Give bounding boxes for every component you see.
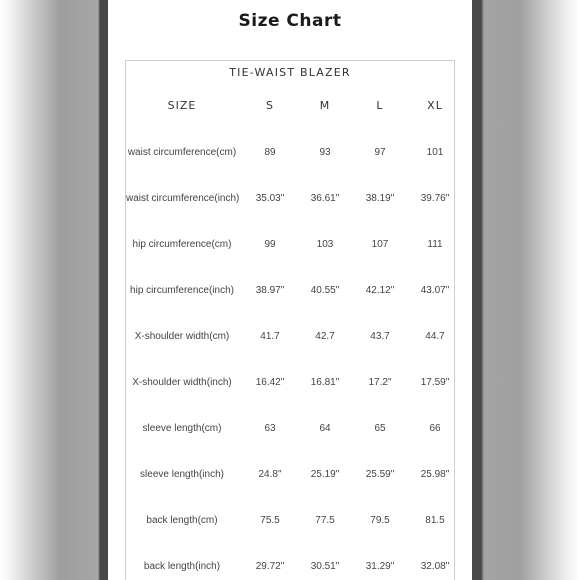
row-label: X-shoulder width(cm) — [134, 331, 230, 342]
header-size-l: L — [376, 99, 384, 112]
value-l: 97 — [374, 147, 386, 158]
value-s: 24.8" — [258, 469, 282, 480]
table-row — [126, 419, 454, 439]
table-row — [126, 189, 454, 209]
value-m: 25.19" — [310, 469, 340, 480]
value-xl: 25.98" — [420, 469, 450, 480]
value-m: 64 — [319, 423, 331, 434]
table-row — [126, 281, 454, 301]
value-xl: 39.76" — [420, 193, 450, 204]
value-s: 63 — [264, 423, 276, 434]
value-m: 30.51" — [310, 561, 340, 572]
row-label: sleeve length(inch) — [140, 469, 224, 480]
header-size-label: SIZE — [167, 99, 197, 112]
value-xl: 66 — [429, 423, 441, 434]
table-row — [126, 511, 454, 531]
value-m: 16.81" — [310, 377, 340, 388]
value-l: 79.5 — [370, 515, 390, 526]
table-row — [126, 235, 454, 255]
table-row — [126, 373, 454, 393]
row-label: waist circumference(cm) — [127, 147, 237, 158]
value-l: 38.19" — [365, 193, 395, 204]
value-l: 65 — [374, 423, 386, 434]
value-s: 29.72" — [255, 561, 285, 572]
size-table — [125, 60, 455, 580]
value-l: 42.12" — [365, 285, 395, 296]
value-s: 16.42" — [255, 377, 285, 388]
value-xl: 81.5 — [425, 515, 445, 526]
value-s: 38.97" — [255, 285, 285, 296]
value-s: 35.03" — [255, 193, 285, 204]
row-label: back length(cm) — [146, 515, 218, 526]
table-row — [126, 143, 454, 163]
value-s: 99 — [264, 239, 276, 250]
table-title: TIE-WAIST BLAZER — [229, 66, 351, 79]
page-title: Size Chart — [238, 11, 342, 31]
row-label: hip circumference(cm) — [132, 239, 232, 250]
value-m: 77.5 — [315, 515, 335, 526]
value-m: 93 — [319, 147, 331, 158]
value-l: 25.59" — [365, 469, 395, 480]
row-label: hip circumference(inch) — [130, 285, 234, 296]
row-label: sleeve length(cm) — [142, 423, 222, 434]
value-l: 17.2" — [368, 377, 392, 388]
value-xl: 101 — [426, 147, 444, 158]
row-label: X-shoulder width(inch) — [132, 377, 232, 388]
table-row — [126, 557, 454, 577]
size-chart-card — [108, 0, 472, 580]
value-l: 107 — [371, 239, 389, 250]
value-l: 43.7 — [370, 331, 390, 342]
value-m: 36.61" — [310, 193, 340, 204]
value-xl: 111 — [427, 239, 443, 250]
table-row — [126, 465, 454, 485]
value-l: 31.29" — [365, 561, 395, 572]
value-s: 75.5 — [260, 515, 280, 526]
value-m: 103 — [316, 239, 334, 250]
value-m: 40.55" — [310, 285, 340, 296]
value-xl: 44.7 — [425, 331, 445, 342]
row-label: back length(inch) — [143, 561, 221, 572]
value-s: 41.7 — [260, 331, 280, 342]
table-header-row — [126, 96, 454, 116]
value-xl: 32.08" — [420, 561, 450, 572]
value-m: 42.7 — [315, 331, 335, 342]
header-size-m: M — [319, 99, 331, 112]
header-size-xl: XL — [427, 99, 443, 112]
table-row — [126, 327, 454, 347]
value-xl: 43.07" — [420, 285, 450, 296]
value-xl: 17.59" — [420, 377, 450, 388]
header-size-s: S — [266, 99, 274, 112]
row-label: waist circumference(inch) — [126, 193, 240, 204]
value-s: 89 — [264, 147, 276, 158]
